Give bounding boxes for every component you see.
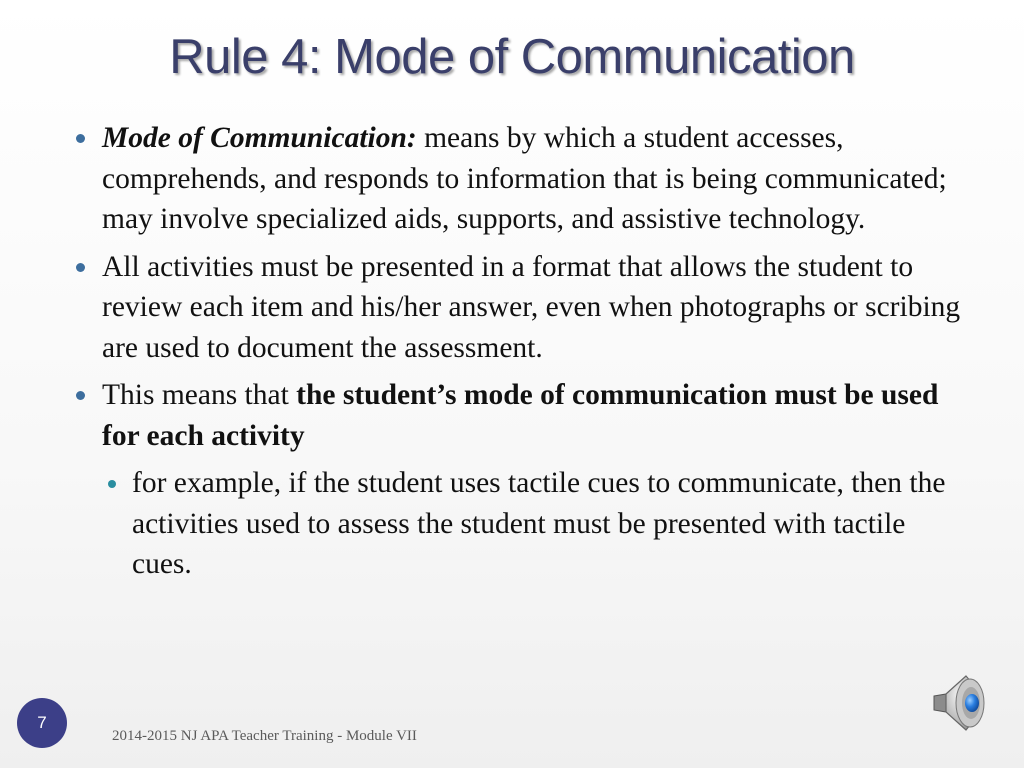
speaker-icon[interactable]	[930, 672, 996, 734]
bullet-term: Mode of Communication:	[102, 122, 417, 154]
bullet-dot	[76, 134, 85, 143]
sub-bullet-example	[102, 463, 972, 585]
bullet-lead: This means that	[102, 379, 297, 411]
bullet-emphasis: the student’s mode of communication must be used for each activity	[102, 379, 939, 452]
bullet-mode-definition	[72, 118, 972, 240]
slide-body	[72, 118, 972, 585]
sub-bullet-text: for example, if the student uses tactile cues to communicate, then the activities used to assess the student must be presented with tactile cues.	[132, 467, 946, 580]
speaker-icon-graphic	[930, 672, 996, 734]
sub-bullet-dot	[108, 480, 116, 488]
bullet-text: means by which a student accesses, comprehends, and responds to information that is being communicated; may involve specialized aids, supports, and assistive technology.	[102, 122, 947, 235]
bullet-dot	[76, 391, 85, 400]
bullet-mode-each-activity	[72, 375, 972, 456]
page-number: 7	[37, 713, 47, 732]
bullet-dot	[76, 263, 85, 272]
bullet-activities-format	[72, 247, 972, 369]
bullet-text: All activities must be presented in a format that allows the student to review each item and his/her answer, even when photographs or scribing are used to document the assessment.	[102, 250, 961, 364]
footer-text: 2014-2015 NJ APA Teacher Training - Module VII	[112, 728, 417, 744]
page-number-badge	[17, 698, 67, 748]
slide-title: Rule 4: Mode of Communication	[169, 30, 855, 84]
